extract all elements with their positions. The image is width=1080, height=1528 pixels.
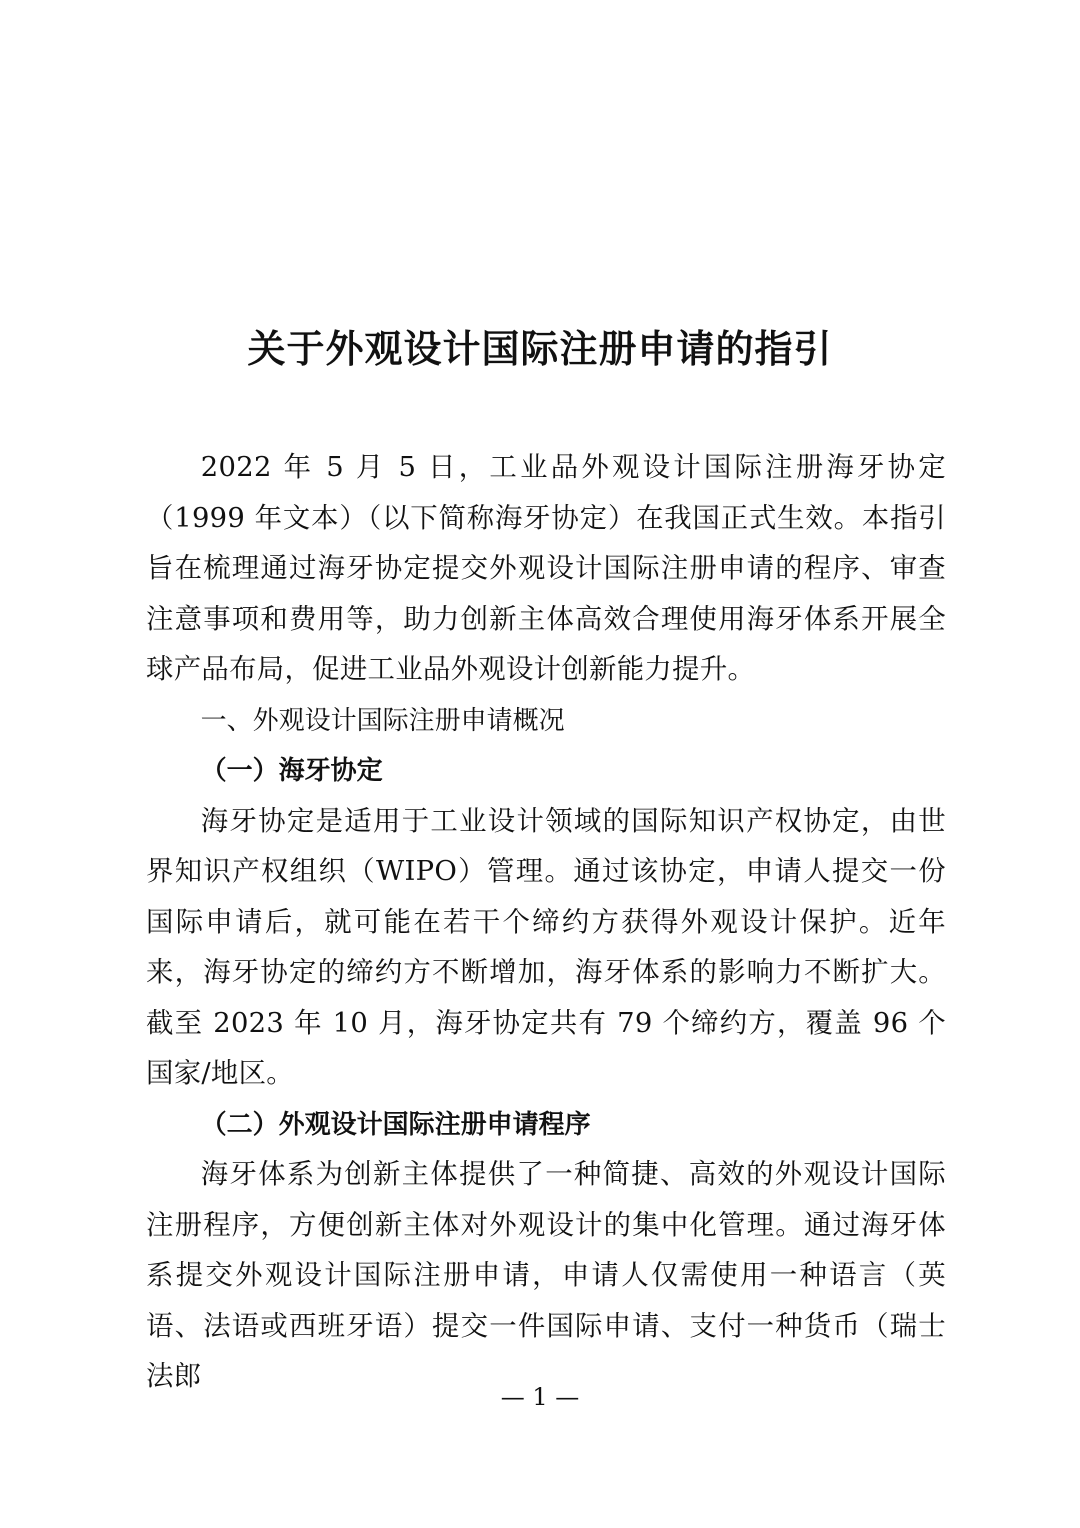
procedure-paragraph: 海牙体系为创新主体提供了一种简捷、高效的外观设计国际注册程序，方便创新主体对外观设计的集中化管理。通过海牙体系提交外观设计国际注册申请，申请人仅需使用一种语言（英语、法语或西班牙语）提交一件国际申请、支付一种货币（瑞士法郎 xyxy=(146,1159,946,1392)
intro-paragraph: 2022 年 5 月 5 日，工业品外观设计国际注册海牙协定（1999 年文本）（以下简称海牙协定）在我国正式生效。本指引旨在梳理通过海牙协定提交外观设计国际注册申请的程序、审查注意事项和费用等，助力创新主体高效合理使用海牙体系开展全球产品布局，促进工业品外观设计创新能力提升。 xyxy=(146,452,946,685)
page-number: — 1 — xyxy=(500,1383,580,1411)
hague-agreement-paragraph: 海牙协定是适用于工业设计领域的国际知识产权协定，由世界知识产权组织（WIPO）管理。通过该协定，申请人提交一份国际申请后，就可能在若干个缔约方获得外观设计保护。近年来，海牙协定的缔约方不断增加，海牙体系的影响力不断扩大。截至 2023 年 10 月，海牙协定共有 79 个缔约方，覆盖 96 个国家/地区。 xyxy=(146,805,946,1089)
subsection-heading-hague-agreement: （一）海牙协定 xyxy=(200,756,383,786)
subsection-heading-procedure: （二）外观设计国际注册申请程序 xyxy=(200,1109,591,1140)
document-body xyxy=(146,443,946,1403)
document-title: 关于外观设计国际注册申请的指引 xyxy=(247,327,833,371)
section-heading-overview: 一、外观设计国际注册申请概况 xyxy=(200,705,565,736)
